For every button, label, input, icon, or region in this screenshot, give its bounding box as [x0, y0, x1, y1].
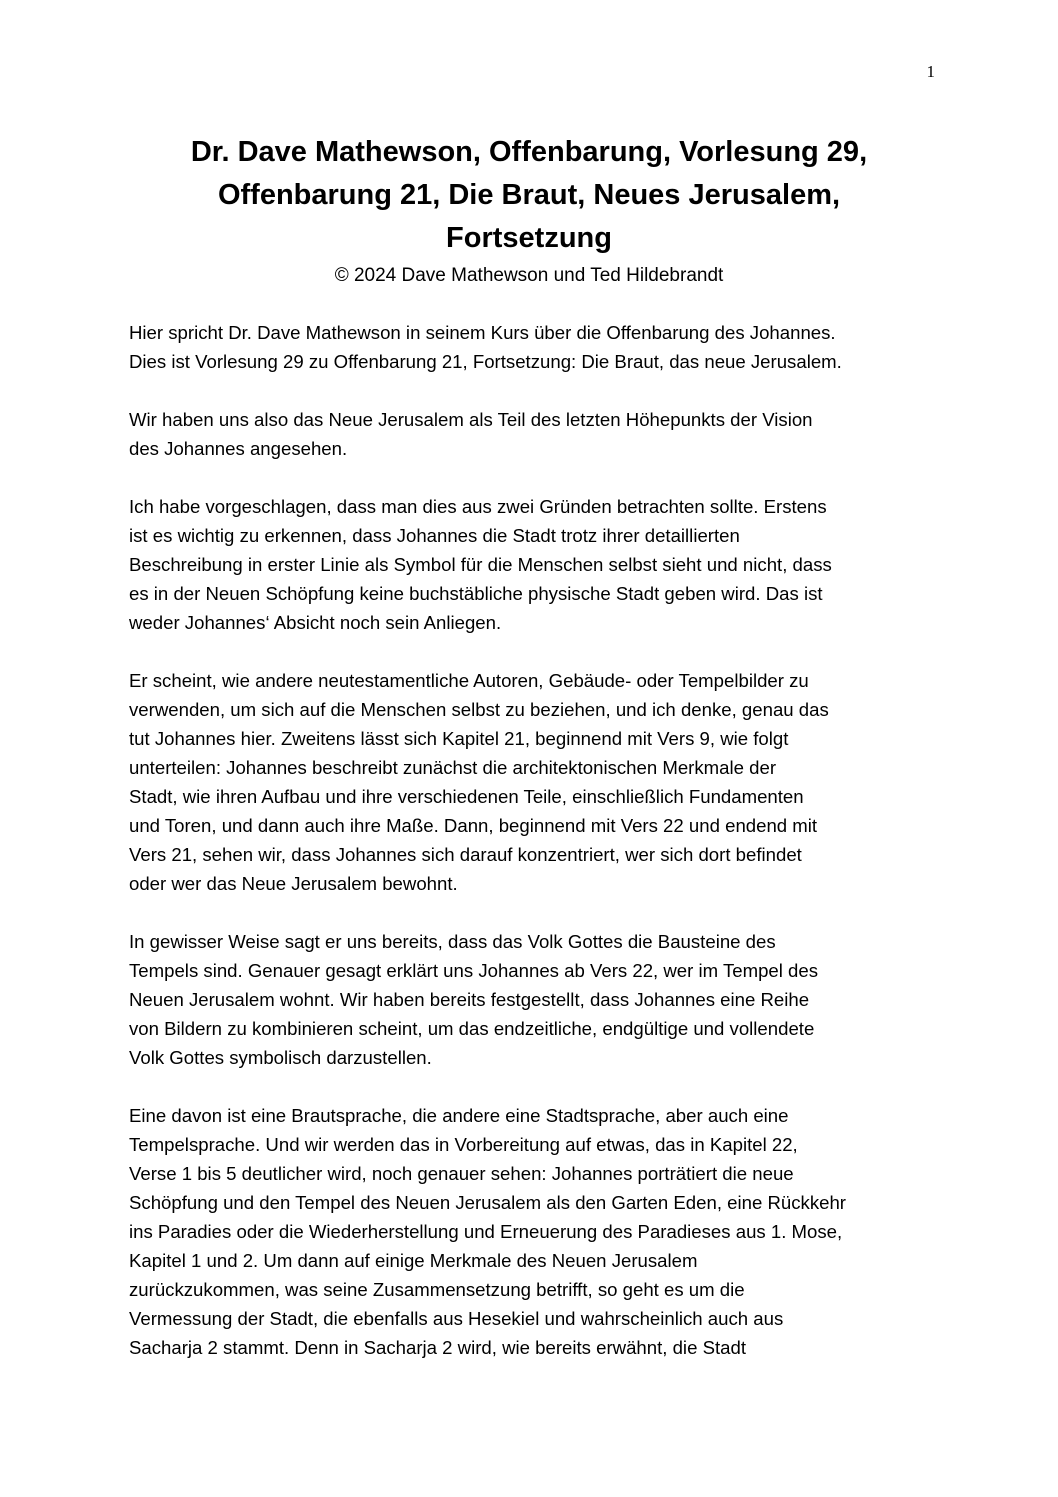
paragraph-line: Stadt, wie ihren Aufbau und ihre verschiedenen Teile, einschließlich Fundamenten	[129, 786, 804, 807]
paragraph-line: unterteilen: Johannes beschreibt zunächst die architektonischen Merkmale der	[129, 757, 777, 778]
paragraph-line: Volk Gottes symbolisch darzustellen.	[129, 1047, 432, 1068]
paragraph-line: Neuen Jerusalem wohnt. Wir haben bereits festgestellt, dass Johannes eine Reihe	[129, 989, 810, 1010]
paragraph	[129, 1101, 949, 1362]
paragraph-line: Wir haben uns also das Neue Jerusalem als Teil des letzten Höhepunkts der Vision	[129, 409, 813, 430]
paragraph-line: Dies ist Vorlesung 29 zu Offenbarung 21, Fortsetzung: Die Braut, das neue Jerusalem.	[129, 351, 842, 372]
paragraph	[129, 405, 949, 463]
paragraph	[129, 666, 949, 898]
paragraph-line: Vermessung der Stadt, die ebenfalls aus Hesekiel und wahrscheinlich auch aus	[129, 1308, 784, 1329]
paragraph-line: Er scheint, wie andere neutestamentliche Autoren, Gebäude- oder Tempelbilder zu	[129, 670, 809, 691]
paragraph	[129, 927, 949, 1072]
paragraph-line: zurückzukommen, was seine Zusammensetzung betrifft, so geht es um die	[129, 1279, 745, 1300]
document-title	[120, 131, 938, 260]
paragraph-line: Eine davon ist eine Brautsprache, die andere eine Stadtsprache, aber auch eine	[129, 1105, 789, 1126]
title-line: Offenbarung 21, Die Braut, Neues Jerusalem,	[217, 179, 841, 211]
paragraph-line: verwenden, um sich auf die Menschen selbst zu beziehen, und ich denke, genau das	[129, 699, 829, 720]
paragraph-line: Sacharja 2 stammt. Denn in Sacharja 2 wird, wie bereits erwähnt, die Stadt	[129, 1337, 746, 1358]
title-line: Fortsetzung	[446, 222, 612, 254]
paragraph-line: Tempels sind. Genauer gesagt erklärt uns Johannes ab Vers 22, wer im Tempel des	[129, 960, 819, 981]
paragraph-line: Verse 1 bis 5 deutlicher wird, noch genauer sehen: Johannes porträtiert die neue	[129, 1163, 794, 1184]
paragraph-line: Ich habe vorgeschlagen, dass man dies aus zwei Gründen betrachten sollte. Erstens	[129, 496, 827, 517]
paragraph-line: von Bildern zu kombinieren scheint, um das endzeitliche, endgültige und vollendete	[129, 1018, 815, 1039]
paragraph-line: Schöpfung und den Tempel des Neuen Jerusalem als den Garten Eden, eine Rückkehr	[129, 1192, 847, 1213]
paragraph-line: und Toren, und dann auch ihre Maße. Dann, beginnend mit Vers 22 und endend mit	[129, 815, 818, 836]
paragraph-line: weder Johannes‘ Absicht noch sein Anliegen.	[129, 612, 502, 633]
paragraph-line: Tempelsprache. Und wir werden das in Vorbereitung auf etwas, das in Kapitel 22,	[129, 1134, 798, 1155]
paragraph-line: Kapitel 1 und 2. Um dann auf einige Merkmale des Neuen Jerusalem	[129, 1250, 698, 1271]
paragraph-line: Beschreibung in erster Linie als Symbol für die Menschen selbst sieht und nicht, dass	[129, 554, 832, 575]
paragraph-line: ins Paradies oder die Wiederherstellung und Erneuerung des Paradieses aus 1. Mose,	[129, 1221, 843, 1242]
paragraph	[129, 492, 949, 637]
paragraph-line: ist es wichtig zu erkennen, dass Johannes die Stadt trotz ihrer detaillierten	[129, 525, 740, 546]
paragraph-line: Vers 21, sehen wir, dass Johannes sich darauf konzentriert, wer sich dort befindet	[129, 844, 802, 865]
page-number: 1	[926, 62, 935, 81]
paragraph-line: Hier spricht Dr. Dave Mathewson in seinem Kurs über die Offenbarung des Johannes.	[129, 322, 836, 343]
title-line: Dr. Dave Mathewson, Offenbarung, Vorlesung 29,	[190, 136, 868, 168]
paragraph	[129, 318, 949, 376]
copyright-notice: © 2024 Dave Mathewson und Ted Hildebrandt	[334, 265, 724, 286]
paragraph-line: des Johannes angesehen.	[129, 438, 348, 459]
paragraph-line: es in der Neuen Schöpfung keine buchstäbliche physische Stadt geben wird. Das ist	[129, 583, 823, 604]
document-body	[129, 318, 949, 1391]
paragraph-line: tut Johannes hier. Zweitens lässt sich Kapitel 21, beginnend mit Vers 9, wie folgt	[129, 728, 789, 749]
paragraph-line: oder wer das Neue Jerusalem bewohnt.	[129, 873, 458, 894]
paragraph-line: In gewisser Weise sagt er uns bereits, dass das Volk Gottes die Bausteine des	[129, 931, 776, 952]
